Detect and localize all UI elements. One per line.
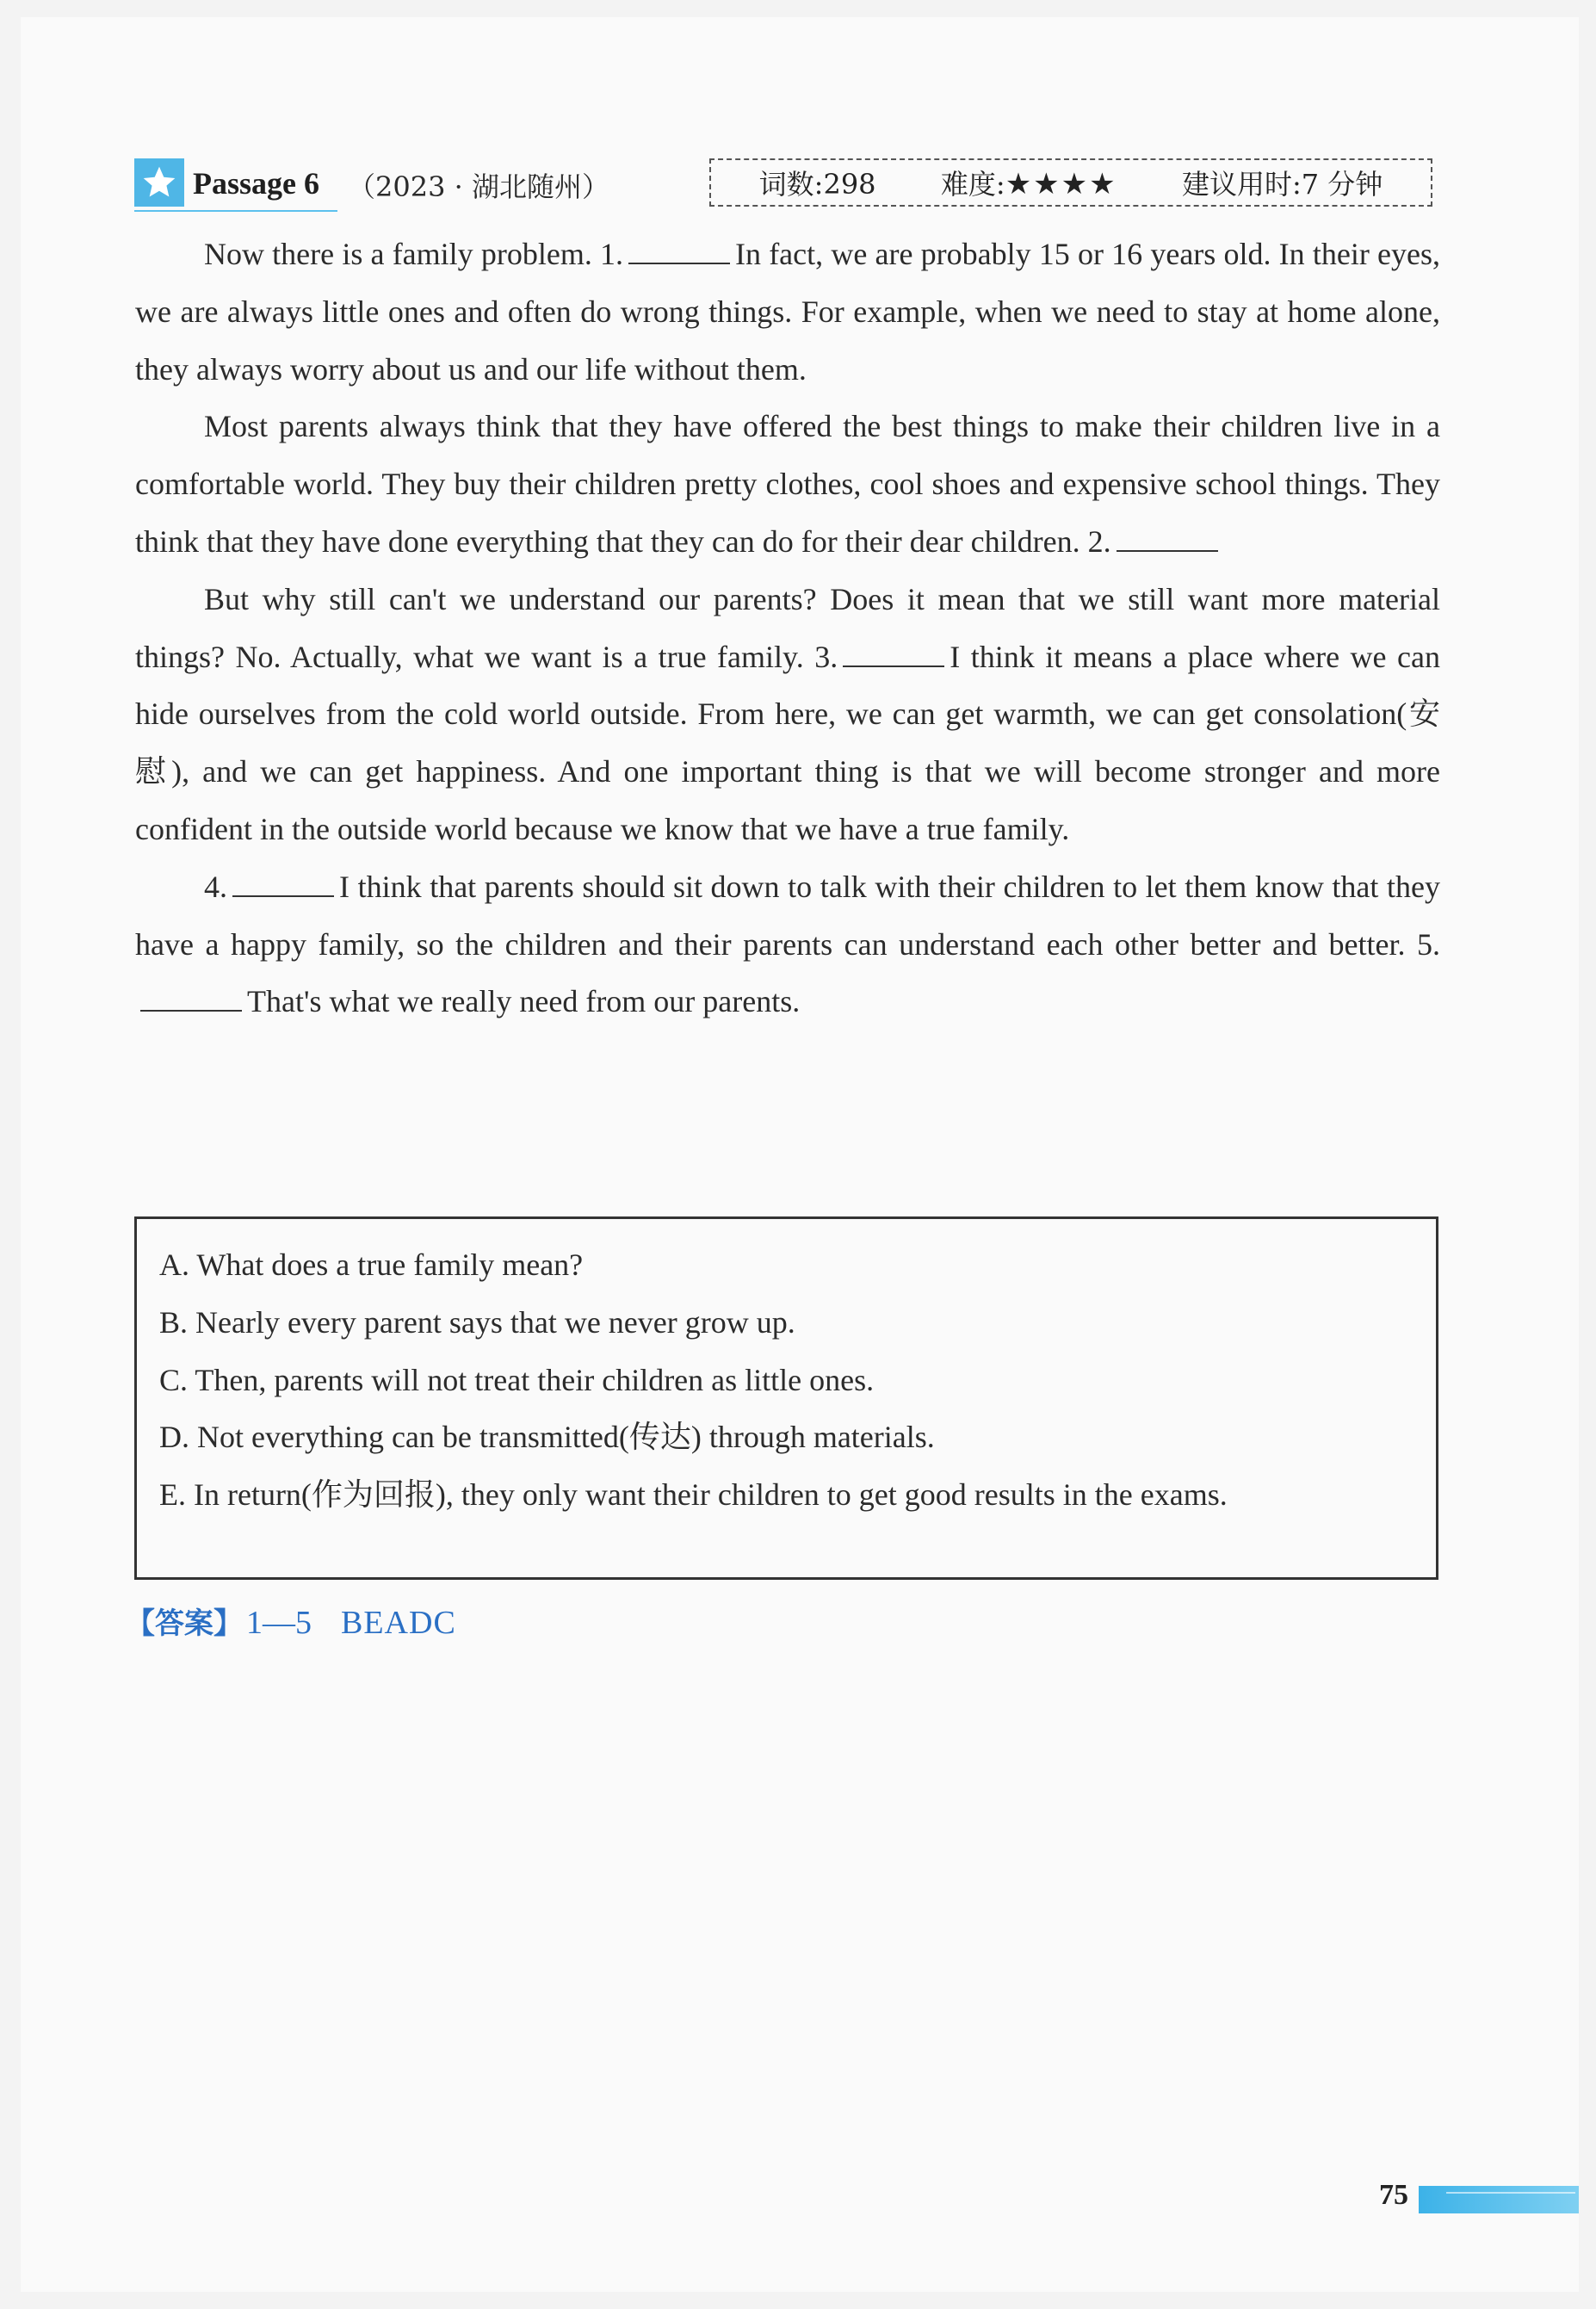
p4-text-b: I think that parents should sit down to talk with their children to let them know that they have a happy family, so the children and their parents can understand each other better and better. 5. bbox=[135, 869, 1440, 962]
passage-title: Passage 6 bbox=[193, 166, 319, 201]
p4-text-c: That's what we really need from our parents. bbox=[247, 984, 801, 1019]
paragraph-1 bbox=[135, 226, 1440, 398]
p3-text-b: I think it means a place where we can hide ourselves from the cold world outside. From here, we can get warmth, we can get consolation(安慰), and we can get happiness. And one important thing is that we will become stronger and more confident in the outside world because we know that we have a true family. bbox=[135, 639, 1440, 846]
blank-3[interactable] bbox=[843, 640, 944, 667]
answer-key: BEADC bbox=[341, 1605, 456, 1641]
blank-4[interactable] bbox=[232, 870, 334, 897]
p4-text-a: 4. bbox=[204, 869, 227, 904]
answer-range: 1—5 bbox=[246, 1605, 312, 1641]
p3-text-a: But why still can't we understand our parents? Does it mean that we still want more material things? No. Actually, what we want is a true family. 3. bbox=[135, 581, 1440, 674]
p1-text-b: In fact, we are probably 15 or 16 years old. In their eyes, we are always little ones and often do wrong things. For example, when we need to stay at home alone, they always worry about us and our life without them. bbox=[135, 237, 1440, 387]
blank-2[interactable] bbox=[1117, 524, 1218, 552]
option-e[interactable]: E. In return(作为回报), they only want their children to get good results in the exams. bbox=[159, 1477, 1228, 1513]
paragraph-3 bbox=[135, 571, 1440, 858]
footer-decoration-bar bbox=[1419, 2186, 1579, 2213]
word-count: 词数:298 bbox=[758, 168, 876, 201]
blank-1[interactable] bbox=[628, 237, 730, 264]
passage-info-box bbox=[709, 158, 1432, 207]
passage-body bbox=[135, 226, 1440, 1031]
options-box bbox=[134, 1216, 1438, 1580]
option-a[interactable]: A. What does a true family mean? bbox=[159, 1247, 584, 1282]
passage-header bbox=[134, 153, 1438, 214]
blank-5[interactable] bbox=[140, 984, 242, 1012]
p1-text-a: Now there is a family problem. 1. bbox=[204, 237, 624, 271]
suggested-time: 建议用时:7 分钟 bbox=[1181, 168, 1383, 201]
page-number: 75 bbox=[1379, 2179, 1408, 2211]
option-d[interactable]: D. Not everything can be transmitted(传达) through materials. bbox=[159, 1420, 935, 1455]
paragraph-2 bbox=[135, 398, 1440, 570]
answer-label: 【答案】 bbox=[126, 1606, 243, 1641]
passage-source: （2023 · 湖北随州） bbox=[348, 170, 609, 203]
header-underline bbox=[134, 210, 337, 212]
difficulty bbox=[941, 163, 1117, 202]
difficulty-stars-icon: ★★★★ bbox=[1005, 167, 1117, 201]
answer-line bbox=[126, 1600, 456, 1642]
option-b[interactable]: B. Nearly every parent says that we never grow up. bbox=[159, 1304, 795, 1340]
star-icon bbox=[134, 158, 184, 207]
footer-decoration-line bbox=[1446, 2192, 1575, 2194]
option-c[interactable]: C. Then, parents will not treat their children as little ones. bbox=[159, 1362, 875, 1397]
p2-text-a: Most parents always think that they have offered the best things to make their children live in a comfortable world. They buy their children pretty clothes, cool shoes and expensive school things. They think that they have done everything that they can do for their dear children. 2. bbox=[135, 409, 1440, 559]
difficulty-label: 难度: bbox=[940, 168, 1005, 201]
paragraph-4 bbox=[135, 858, 1440, 1031]
